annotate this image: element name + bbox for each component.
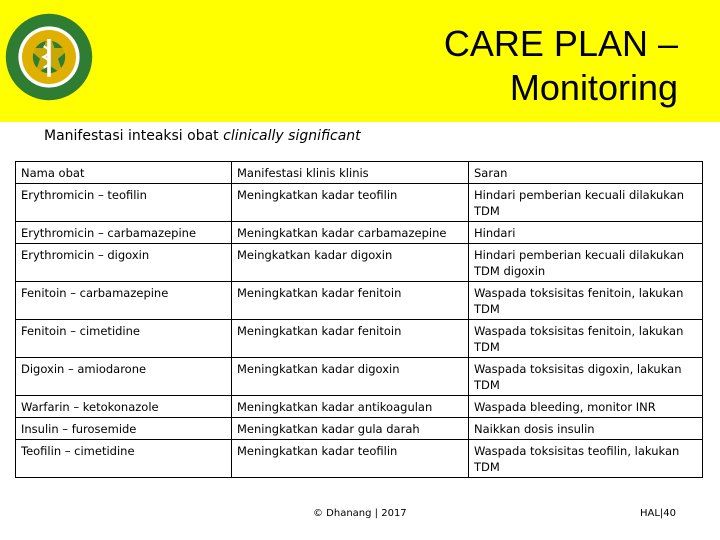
header-cell-saran: Saran [469,162,703,184]
table-row [16,358,703,396]
header-banner [0,0,720,122]
cell-manifestasi: Meningkatkan kadar digoxin [232,358,469,396]
cell-nama-obat: Warfarin – ketokonazole [16,396,232,418]
table-row [16,244,703,282]
cell-saran: Waspada toksisitas fenitoin, lakukan TDM [469,282,703,320]
cell-saran: Hindari pemberian kecuali dilakukan TDM digoxin [469,244,703,282]
table-row [16,396,703,418]
subtitle [44,128,361,144]
title-line-1: CARE PLAN – [443,23,678,64]
footer-page-number: HAL|40 [639,508,676,519]
cell-nama-obat: Insulin – furosemide [16,418,232,440]
cell-manifestasi: Meningkatkan kadar teofilin [232,184,469,222]
footer-copyright: © Dhanang | 2017 [313,508,407,519]
table-row [16,282,703,320]
header-cell-nama-obat: Nama obat [16,162,232,184]
cell-nama-obat: Teofilin – cimetidine [16,440,232,478]
subtitle-italic: clinically significant [223,128,361,144]
table-header-row [16,162,703,184]
cell-saran: Hindari [469,222,703,244]
table-row [16,320,703,358]
cell-nama-obat: Erythromicin – digoxin [16,244,232,282]
page-title [444,22,678,110]
cell-saran: Waspada toksisitas teofilin, lakukan TDM [469,440,703,478]
school-logo-icon [4,12,94,102]
cell-nama-obat: Digoxin – amiodarone [16,358,232,396]
cell-saran: Hindari pemberian kecuali dilakukan TDM [469,184,703,222]
cell-nama-obat: Fenitoin – carbamazepine [16,282,232,320]
title-line-2: Monitoring [509,67,678,108]
table-row [16,222,703,244]
cell-manifestasi: Meningkatkan kadar fenitoin [232,320,469,358]
table-row [16,184,703,222]
header-cell-manifestasi: Manifestasi klinis klinis [232,162,469,184]
cell-nama-obat: Erythromicin – teofilin [16,184,232,222]
cell-manifestasi: Meningkatkan kadar antikoagulan [232,396,469,418]
table-row [16,440,703,478]
cell-manifestasi: Meningkatkan kadar teofilin [232,440,469,478]
cell-saran: Naikkan dosis insulin [469,418,703,440]
cell-saran: Waspada bleeding, monitor INR [469,396,703,418]
cell-manifestasi: Meningkatkan kadar carbamazepine [232,222,469,244]
cell-saran: Waspada toksisitas digoxin, lakukan TDM [469,358,703,396]
cell-nama-obat: Erythromicin – carbamazepine [16,222,232,244]
cell-manifestasi: Meingkatkan kadar digoxin [232,244,469,282]
cell-manifestasi: Meningkatkan kadar fenitoin [232,282,469,320]
table-row [16,418,703,440]
cell-nama-obat: Fenitoin – cimetidine [16,320,232,358]
subtitle-plain: Manifestasi inteaksi obat [44,128,224,144]
cell-saran: Waspada toksisitas fenitoin, lakukan TDM [469,320,703,358]
interaction-table [15,161,703,478]
cell-manifestasi: Meningkatkan kadar gula darah [232,418,469,440]
